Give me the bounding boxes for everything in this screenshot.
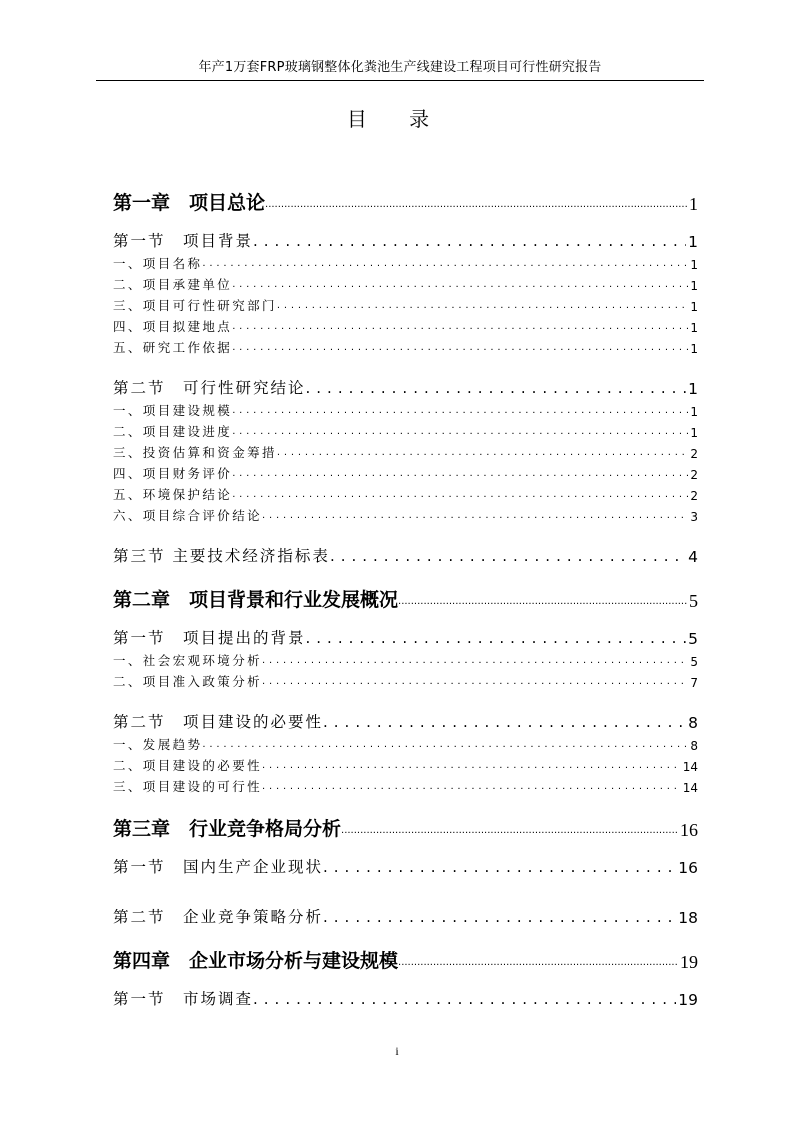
toc-label: 第三章 行业竞争格局分析 <box>113 818 342 840</box>
toc-item[interactable] <box>113 251 698 272</box>
toc-label: 二、项目建设进度 <box>113 424 233 439</box>
toc-page-number: 2 <box>690 447 698 461</box>
dot-leader <box>202 259 688 272</box>
toc-page-number: 2 <box>690 468 698 482</box>
toc-item[interactable] <box>113 503 698 524</box>
toc-page-number: 1 <box>690 321 698 335</box>
toc-label: 五、环境保护结论 <box>113 487 233 502</box>
toc-label: 第一节 项目背景 <box>113 232 254 250</box>
toc-section[interactable] <box>113 901 698 927</box>
toc-item[interactable] <box>113 398 698 419</box>
toc-label: 第一节 项目提出的背景 <box>113 629 306 647</box>
toc-label: 二、项目承建单位 <box>113 277 233 292</box>
toc-page-number: 3 <box>690 510 698 524</box>
toc-page-number: 1 <box>690 426 698 440</box>
dot-leader <box>253 992 676 1009</box>
toc-item[interactable] <box>113 314 698 335</box>
toc-page-number: 19 <box>678 991 698 1009</box>
dot-leader <box>232 427 688 440</box>
dot-leader <box>277 448 688 461</box>
toc-section[interactable] <box>113 622 698 648</box>
toc-label: 一、项目名称 <box>113 256 203 271</box>
toc-page-number: 1 <box>689 194 698 214</box>
toc-page-number: 5 <box>688 630 698 648</box>
toc-page-number: 19 <box>680 952 698 972</box>
toc-label: 二、项目准入政策分析 <box>113 674 263 689</box>
toc-chapter[interactable] <box>113 811 698 841</box>
toc-page-number: 1 <box>690 342 698 356</box>
toc-label: 第二节 企业竞争策略分析 <box>113 908 324 926</box>
toc-item[interactable] <box>113 293 698 314</box>
dot-leader <box>232 469 688 482</box>
running-header: 年产1万套FRP玻璃钢整体化粪池生产线建设工程项目可行性研究报告 <box>198 60 602 75</box>
toc-page-number: 16 <box>680 820 698 840</box>
toc-page-number: 1 <box>688 380 698 398</box>
dot-leader <box>262 656 688 669</box>
toc-page-number: 2 <box>690 489 698 503</box>
dot-leader <box>232 406 688 419</box>
toc-label: 一、发展趋势 <box>113 737 203 752</box>
toc-label: 第二节 项目建设的必要性 <box>113 713 324 731</box>
dot-leader <box>265 200 687 215</box>
toc-label: 四、项目财务评价 <box>113 466 233 481</box>
toc-page-number: 8 <box>690 739 698 753</box>
dot-leader <box>202 740 688 753</box>
toc-page-number: 1 <box>690 258 698 272</box>
dot-leader <box>262 761 681 774</box>
toc-label: 二、项目建设的必要性 <box>113 758 263 773</box>
dot-leader <box>232 490 688 503</box>
toc-label: 五、研究工作依据 <box>113 340 233 355</box>
dot-leader <box>277 301 688 314</box>
table-of-contents <box>113 175 698 1009</box>
page-title: 目 录 <box>346 107 448 131</box>
toc-item[interactable] <box>113 272 698 293</box>
dot-leader <box>262 782 681 795</box>
toc-page-number: 1 <box>690 300 698 314</box>
dot-leader <box>306 381 687 398</box>
toc-page-number: 5 <box>689 591 698 611</box>
toc-page-number: 4 <box>688 548 698 566</box>
toc-item[interactable] <box>113 774 698 795</box>
toc-item[interactable] <box>113 461 698 482</box>
toc-label: 第一节 市场调查 <box>113 990 254 1008</box>
toc-label: 第三节 主要技术经济指标表 <box>113 547 330 565</box>
header-rule <box>96 80 704 81</box>
toc-section[interactable] <box>113 540 698 566</box>
dot-leader <box>253 234 686 251</box>
dot-leader <box>398 958 678 973</box>
toc-item[interactable] <box>113 669 698 690</box>
toc-chapter[interactable] <box>113 582 698 612</box>
toc-page-number: 1 <box>690 405 698 419</box>
toc-section[interactable] <box>113 372 698 398</box>
toc-page-number: 18 <box>678 909 698 927</box>
toc-label: 三、项目可行性研究部门 <box>113 298 277 313</box>
toc-label: 三、项目建设的可行性 <box>113 779 263 794</box>
dot-leader <box>306 631 687 648</box>
toc-label: 一、项目建设规模 <box>113 403 233 418</box>
toc-page-number: 7 <box>690 676 698 690</box>
dot-leader <box>341 826 678 841</box>
dot-leader <box>323 715 686 732</box>
toc-label: 第一节 国内生产企业现状 <box>113 858 324 876</box>
toc-item[interactable] <box>113 732 698 753</box>
dot-leader <box>232 280 688 293</box>
toc-label: 第二章 项目背景和行业发展概况 <box>113 589 399 611</box>
toc-label: 第二节 可行性研究结论 <box>113 379 306 397</box>
dot-leader <box>398 597 687 612</box>
toc-item[interactable] <box>113 753 698 774</box>
toc-section[interactable] <box>113 983 698 1009</box>
dot-leader <box>323 860 676 877</box>
dot-leader <box>323 910 676 927</box>
dot-leader <box>330 549 686 566</box>
toc-page-number: 16 <box>678 859 698 877</box>
toc-label: 第一章 项目总论 <box>113 192 266 214</box>
toc-section[interactable] <box>113 706 698 732</box>
dot-leader <box>262 511 688 524</box>
toc-chapter[interactable] <box>113 943 698 973</box>
toc-label: 第四章 企业市场分析与建设规模 <box>113 950 399 972</box>
toc-label: 一、社会宏观环境分析 <box>113 653 263 668</box>
toc-page-number: 14 <box>682 760 698 774</box>
toc-label: 四、项目拟建地点 <box>113 319 233 334</box>
dot-leader <box>262 677 688 690</box>
toc-chapter[interactable] <box>113 185 698 215</box>
toc-item[interactable] <box>113 419 698 440</box>
dot-leader <box>232 322 688 335</box>
toc-item[interactable] <box>113 482 698 503</box>
toc-label: 六、项目综合评价结论 <box>113 508 263 523</box>
page-number: i <box>395 1044 399 1058</box>
toc-item[interactable] <box>113 335 698 356</box>
toc-page-number: 1 <box>690 279 698 293</box>
toc-item[interactable] <box>113 440 698 461</box>
toc-page-number: 14 <box>682 781 698 795</box>
toc-label: 三、投资估算和资金筹措 <box>113 445 277 460</box>
dot-leader <box>232 343 688 356</box>
toc-page-number: 8 <box>688 714 698 732</box>
toc-item[interactable] <box>113 648 698 669</box>
toc-page-number: 5 <box>690 655 698 669</box>
toc-page-number: 1 <box>688 233 698 251</box>
toc-section[interactable] <box>113 851 698 877</box>
toc-section[interactable] <box>113 225 698 251</box>
